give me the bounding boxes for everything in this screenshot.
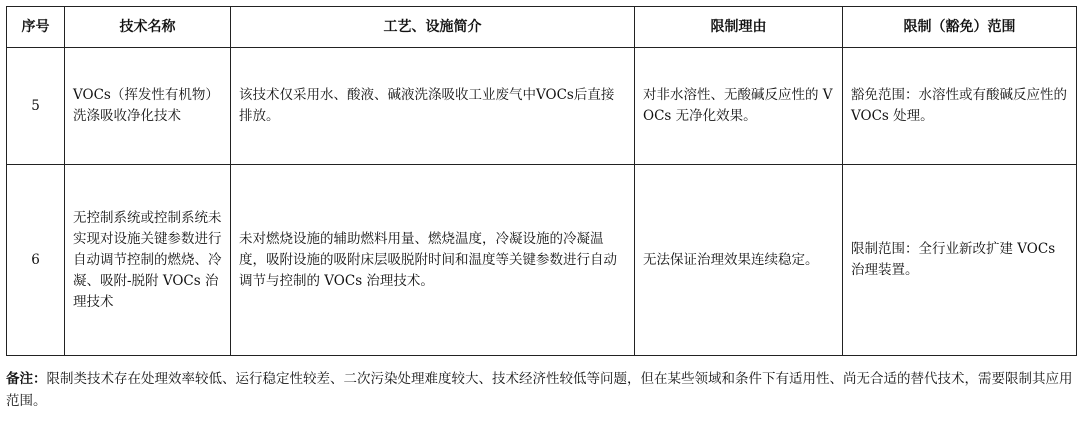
cell-process-description: 该技术仅采用水、酸液、碱液洗涤吸收工业废气中VOCs后直接排放。 xyxy=(231,48,635,165)
table-footnote xyxy=(6,368,1076,412)
cell-process-description: 未对燃烧设施的辅助燃料用量、燃烧温度，冷凝设施的冷凝温度，吸附设施的吸附床层吸脱附时间和温度等关键参数进行自动调节与控制的 VOCs 治理技术。 xyxy=(231,165,635,356)
header-restriction-reason: 限制理由 xyxy=(635,7,843,48)
cell-technology-name: VOCs（挥发性有机物）洗涤吸收净化技术 xyxy=(65,48,231,165)
header-serial-number: 序号 xyxy=(7,7,65,48)
cell-restriction-scope: 豁免范围：水溶性或有酸碱反应性的 VOCs 处理。 xyxy=(843,48,1077,165)
cell-serial-number: 5 xyxy=(7,48,65,165)
cell-serial-number: 6 xyxy=(7,165,65,356)
table-row xyxy=(7,48,1077,165)
technology-table xyxy=(6,6,1077,356)
header-process-description: 工艺、设施简介 xyxy=(231,7,635,48)
table-header-row xyxy=(7,7,1077,48)
cell-technology-name: 无控制系统或控制系统未实现对设施关键参数进行自动调节控制的燃烧、冷凝、吸附-脱附 VOCs 治理技术 xyxy=(65,165,231,356)
footnote-label: 备注： xyxy=(6,371,47,387)
cell-restriction-reason: 无法保证治理效果连续稳定。 xyxy=(635,165,843,356)
cell-restriction-scope: 限制范围：全行业新改扩建 VOCs 治理装置。 xyxy=(843,165,1077,356)
footnote-text: 限制类技术存在处理效率较低、运行稳定性较差、二次污染处理难度较大、技术经济性较低等问题，但在某些领域和条件下有适用性、尚无合适的替代技术，需要限制其应用范围。 xyxy=(6,371,1073,409)
cell-restriction-reason: 对非水溶性、无酸碱反应性的 VOCs 无净化效果。 xyxy=(635,48,843,165)
table-row xyxy=(7,165,1077,356)
header-restriction-scope: 限制（豁免）范围 xyxy=(843,7,1077,48)
header-technology-name: 技术名称 xyxy=(65,7,231,48)
